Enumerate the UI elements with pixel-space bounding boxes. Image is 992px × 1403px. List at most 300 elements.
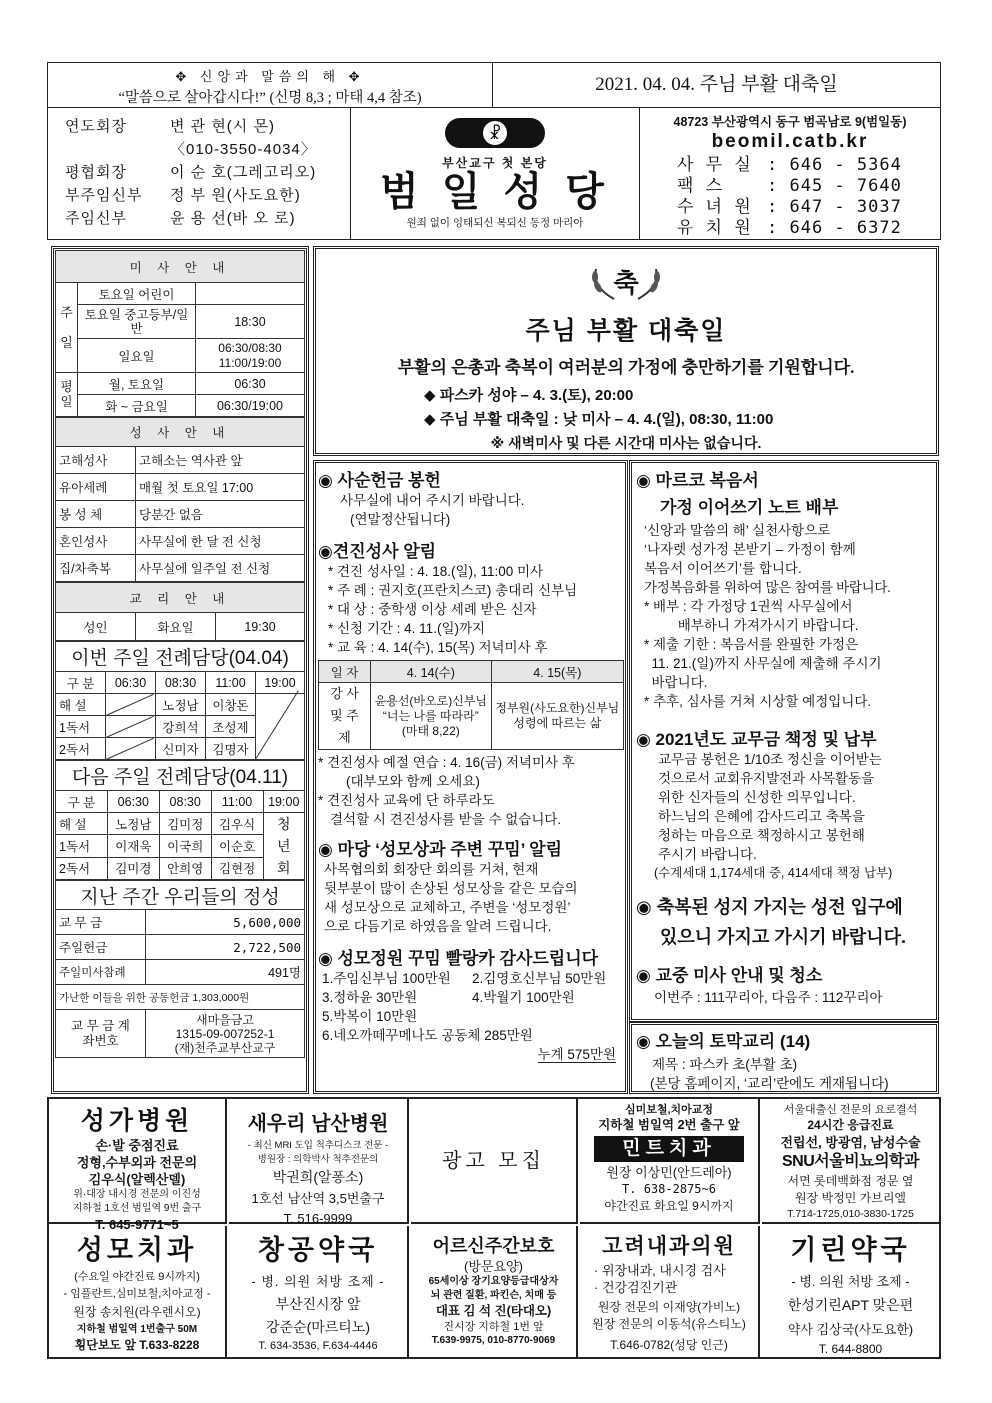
offering-account-lines-2: (재)천주교부산교구 bbox=[174, 1040, 276, 1055]
ad-girin-pharmacy bbox=[762, 1226, 939, 1357]
phone-row bbox=[677, 218, 935, 239]
sacrament-name: 봉 성 체 bbox=[56, 501, 136, 528]
ad-snu-urology bbox=[762, 1099, 939, 1224]
ads-3-lines-1: 지하철 범일역 2번 출구 앞 bbox=[598, 1118, 740, 1132]
offering-value: 491명 bbox=[146, 960, 305, 985]
chi-rho-icon bbox=[445, 118, 545, 148]
layout-cell bbox=[256, 690, 299, 758]
mass-table bbox=[55, 250, 305, 417]
sacrament-value: 사무실에 일주일 전 신청 bbox=[136, 555, 305, 582]
table-row bbox=[56, 813, 305, 835]
motto-line: “말씀으로 살아갑시다!” (신명 8,3 ; 마태 4,4 참조) bbox=[118, 90, 422, 106]
date-box bbox=[492, 62, 941, 108]
text-line: ‘신앙과 말씀의 해’ 실천사항으로 bbox=[644, 523, 831, 538]
donation-row bbox=[318, 1007, 624, 1026]
text-line: * 추후, 심사를 거쳐 시상할 예정입니다. bbox=[644, 694, 872, 709]
sacrament-title: 성 사 안 내 bbox=[56, 418, 305, 447]
layout-cell bbox=[106, 738, 156, 760]
doctrine-box-content bbox=[636, 1027, 936, 1093]
section-title: ◉ 마르코 복음서 bbox=[636, 471, 759, 490]
staff-row bbox=[65, 161, 345, 184]
layout-cell bbox=[56, 251, 305, 417]
layout-cell bbox=[56, 672, 305, 694]
sacrament-value: 매월 첫 토요일 17:00 bbox=[136, 474, 305, 501]
donation-row bbox=[318, 969, 624, 988]
ads-7-lines-1: 65세이상 장기요양등급대상자 bbox=[428, 1276, 559, 1287]
col-header: 구 분 bbox=[56, 672, 106, 694]
ads-6-phone: T. 634-3536, F.634-4446 bbox=[258, 1340, 378, 1352]
section-title: ◉ 축복된 성지 가지는 성전 입구에 bbox=[636, 897, 903, 917]
offering-name: 교 무 금 bbox=[56, 910, 146, 935]
ad-korea-internal bbox=[580, 1226, 760, 1357]
easter-line: ◆ 파스카 성야 – 4. 3.(토), 20:00 bbox=[424, 387, 634, 404]
ads-9-lines-1: 한성기린APT 맞은편 bbox=[787, 1297, 914, 1313]
layout-cell bbox=[56, 474, 305, 501]
ad-recruit bbox=[411, 1099, 578, 1224]
offering-account-lines-0: 새마을금고 bbox=[196, 1012, 254, 1027]
sacrament-table bbox=[55, 417, 305, 582]
staff-row bbox=[65, 207, 345, 230]
section-title: ◉ 사순헌금 봉헌 bbox=[318, 471, 441, 490]
layout-cell bbox=[56, 251, 305, 283]
layout-cell bbox=[56, 583, 305, 613]
youth-label: 청 년 회 bbox=[263, 813, 305, 880]
text-line: 11. 21.(일)까지 사무실에 제출해 주시기 bbox=[644, 656, 882, 671]
motto-title: ✥ 신앙과 말씀의 해 ✥ bbox=[175, 69, 365, 84]
next-week-rows-0-1: 노정남 bbox=[107, 813, 159, 835]
offering-name: 주일헌금 bbox=[56, 935, 146, 960]
staff-4-name: 윤 용 선(바 오 로) bbox=[170, 210, 296, 227]
ads-0-title: 성가병원 bbox=[80, 1107, 194, 1135]
next-week-rows-1-3: 이순호 bbox=[211, 835, 263, 857]
website-link[interactable]: beomil.catb.kr bbox=[711, 131, 869, 152]
layout-cell bbox=[55, 250, 305, 1058]
next-week-title: 다음 주일 전례담당(04.11) bbox=[56, 761, 305, 791]
staff-2-name: 이 순 호(그레고리오) bbox=[170, 164, 317, 181]
ads-0-lines-1: 정형,수부외과 전문의 bbox=[76, 1155, 198, 1170]
layout-cell bbox=[56, 418, 305, 582]
ads-9-lines-2: 약사 김상국(사도요한) bbox=[787, 1322, 914, 1337]
table-row bbox=[56, 694, 305, 716]
date-title: 2021. 04. 04. 주님 부활 대축일 bbox=[595, 74, 838, 95]
layout-cell bbox=[645, 155, 935, 239]
motto-box bbox=[47, 62, 493, 108]
next-week-rows-1-1: 이재욱 bbox=[107, 835, 159, 857]
ads-0-lines-3: 위·대장 내시경 전문의 이진성 bbox=[73, 1189, 201, 1200]
next-week-rows-0-3: 김우식 bbox=[211, 813, 263, 835]
text-line: * 견진성사 교육에 단 하루라도 bbox=[318, 793, 495, 808]
doctrine-name: 성인 bbox=[56, 613, 136, 641]
education-table bbox=[318, 660, 624, 750]
phone-row bbox=[677, 176, 935, 197]
layout-cell bbox=[106, 716, 154, 738]
text-line: (본당 홈페이지, ‘교리’란에도 게재됩니다) bbox=[650, 1076, 889, 1091]
offering-title: 지난 주간 우리들의 정성 bbox=[56, 881, 305, 910]
text-line: (대부모와 함께 오세요) bbox=[346, 774, 480, 789]
parish-block bbox=[350, 108, 640, 239]
sacrament-name: 집/차축복 bbox=[56, 555, 136, 582]
right-content bbox=[636, 466, 936, 1007]
ads-1-title: 새우리 남산병원 bbox=[247, 1113, 389, 1135]
ads-6-lines-1: 부산진시장 앞 bbox=[275, 1296, 361, 1312]
mass-time: 18:30 bbox=[196, 305, 305, 339]
mass-time: 06:30 bbox=[196, 373, 305, 395]
ads-3-lines-3: T. 638-2875~6 bbox=[622, 1182, 716, 1196]
staff-3-name: 정 부 원(사도요한) bbox=[170, 187, 301, 204]
layout-cell bbox=[319, 683, 624, 750]
layout-cell bbox=[56, 642, 305, 760]
easter-banner bbox=[313, 246, 939, 456]
offering-value: 2,722,500 bbox=[146, 935, 305, 960]
col-mid-s4-items-1-1: 4.박월기 100만원 bbox=[472, 990, 575, 1005]
layout-cell bbox=[319, 661, 624, 750]
text-line: * 주 례 : 권지호(프란치스코) 총대리 신부님 bbox=[328, 583, 578, 598]
col-header: 11:00 bbox=[211, 791, 263, 813]
text-line: 사무실에 내어 주시기 바랍니다. bbox=[340, 493, 525, 508]
this-week-rows-0-3: 이창돈 bbox=[206, 694, 256, 716]
layout-cell bbox=[56, 501, 305, 528]
ads-0-lines-2: 김우식(알렉산델) bbox=[88, 1172, 186, 1187]
parish-logo-icon bbox=[445, 118, 545, 148]
layout-cell bbox=[56, 395, 305, 417]
text-line: * 제출 기한 : 복음서를 완필한 가정은 bbox=[644, 637, 859, 652]
layout-cell bbox=[56, 528, 305, 555]
ads-9-lines-0: - 병. 의원 처방 조제 - bbox=[791, 1274, 910, 1289]
text-line: 결석할 시 견진성사를 받을 수 없습니다. bbox=[330, 812, 562, 827]
ads-0-lines-0: 손·발 중점진료 bbox=[95, 1138, 179, 1153]
text-line: 것으로서 교회유지발전과 사목활동을 bbox=[658, 771, 875, 786]
sacrament-name: 혼인성사 bbox=[56, 528, 136, 555]
staff-1-name: 〈010-3550-4034〉 bbox=[170, 141, 317, 158]
layout-cell bbox=[56, 1010, 305, 1058]
ads-4-lines-1: 24시간 응급진료 bbox=[807, 1118, 894, 1132]
layout-cell: ☧ bbox=[488, 124, 502, 143]
sunday-label: 주 일 bbox=[56, 283, 78, 373]
col-mid-edu-table-c1-1: “너는 나를 따라라” bbox=[382, 708, 479, 723]
staff-0-name: 변 관 현(시 몬) bbox=[170, 118, 275, 135]
account-label: 교 무 금 계좌번호 bbox=[56, 1010, 146, 1058]
doctrine-day: 화요일 bbox=[136, 613, 216, 641]
ads-1-lines-0: - 최신 MRI 도입 척추디스크 전문 - bbox=[247, 1140, 389, 1151]
col-header: 19:00 bbox=[263, 791, 305, 813]
text-line: 주시기 바랍니다. bbox=[658, 847, 757, 862]
col-header: 06:30 bbox=[106, 672, 156, 694]
text-line: 바랍니다. bbox=[644, 675, 708, 690]
mass-time bbox=[196, 283, 305, 305]
ad-recruit-label: 광고 모집 bbox=[442, 1150, 545, 1172]
next-week-rows-0-2: 김미정 bbox=[159, 813, 211, 835]
ads-8-lines-0: · 위장내과, 내시경 검사 bbox=[594, 1263, 726, 1278]
laurel-badge bbox=[586, 261, 666, 303]
mass-name: 토요일 어린이 bbox=[78, 283, 196, 305]
ads-1-lines-3: 1호선 남산역 3,5번출구 bbox=[251, 1191, 385, 1206]
layout-cell bbox=[56, 283, 305, 305]
section-title: ◉ 성모정원 꾸밈 빨랑카 감사드립니다 bbox=[318, 949, 599, 968]
ads-5-title: 성모치과 bbox=[76, 1235, 198, 1265]
layout-cell bbox=[256, 694, 305, 760]
this-week-rows-2-2: 신미자 bbox=[156, 738, 206, 760]
ads-3-lines-0: 심미보철,치아교정 bbox=[624, 1104, 714, 1116]
layout-cell bbox=[56, 881, 305, 910]
text-line: * 견진 성사일 : 4. 18.(일), 11:00 미사 bbox=[328, 564, 544, 579]
col-mid-s4-items-2-0: 5.박복이 10만원 bbox=[322, 1009, 418, 1024]
layout-cell bbox=[56, 935, 305, 960]
sacrament-value: 고해소는 역사관 앞 bbox=[136, 447, 305, 474]
mass-name: 월, 토요일 bbox=[78, 373, 196, 395]
text-line: (수계세대 1,174세대 중, 414세대 책정 납부) bbox=[654, 866, 893, 880]
ads-7-lines-0: (방문요양) bbox=[464, 1259, 523, 1274]
ads-8-lines-2: 원장 전문의 이재양(가비노) bbox=[597, 1300, 741, 1314]
ads-5-phone: 횡단보도 앞 T.633-8228 bbox=[74, 1338, 200, 1352]
staff-list bbox=[65, 115, 345, 230]
col-mid-edu-table-c1-2: (마태 8,22) bbox=[401, 723, 460, 738]
text-line: 복음서 이어쓰기’를 합니다. bbox=[644, 561, 802, 576]
layout-cell bbox=[56, 418, 305, 447]
ads-8-title: 고려내과의원 bbox=[602, 1235, 736, 1258]
weekday-label: 평 일 bbox=[56, 373, 78, 417]
layout-cell bbox=[106, 738, 154, 760]
layout-cell bbox=[56, 339, 305, 373]
mass-time: 06:30/08:30 11:00/19:00 bbox=[196, 339, 305, 373]
section-subtitle: 있으니 가지고 가시기 바랍니다. bbox=[660, 927, 907, 947]
ads-6-lines-2: 강준순(마르티노) bbox=[266, 1319, 370, 1335]
col-header: 일 자 bbox=[319, 661, 371, 683]
section-subtitle: 가정 이어쓰기 노트 배부 bbox=[660, 498, 839, 517]
layout-cell bbox=[56, 761, 305, 880]
text-line: 위한 신자들의 신성한 의무입니다. bbox=[658, 790, 856, 805]
mass-name: 화 ~ 금요일 bbox=[78, 395, 196, 417]
text-line: 으로 다듬기로 하였음을 알려 드립니다. bbox=[324, 919, 552, 934]
section-title: ◉ 오늘의 토막교리 (14) bbox=[636, 1032, 811, 1051]
text-line: * 교 육 : 4. 14(수), 15(목) 저녁미사 후 bbox=[328, 640, 548, 655]
col-header: 08:30 bbox=[159, 791, 211, 813]
ads-3-phone: 야간진료 화요일 9시까지 bbox=[604, 1199, 734, 1213]
contact-block bbox=[645, 112, 935, 239]
this-week-title: 이번 주일 전례담당(04.04) bbox=[56, 642, 305, 672]
ads-9-phone: T. 644-8800 bbox=[818, 1342, 883, 1356]
layout-cell bbox=[106, 694, 154, 716]
ads-6-lines-0: - 병. 의원 처방 조제 - bbox=[251, 1274, 385, 1289]
layout-cell bbox=[56, 373, 305, 395]
ads-5-lines-3: 지하철 범일역 1번출구 50M bbox=[76, 1324, 198, 1335]
next-week-rows-2-0: 2독서 bbox=[56, 857, 108, 879]
col-mid-s4-items-3-0: 6.네오까떼꾸메나도 공동체 285만원 bbox=[322, 1028, 533, 1043]
donation-total bbox=[318, 1045, 624, 1064]
col-mid-edu-table-c2-1: 성령에 따르는 삶 bbox=[513, 716, 602, 730]
next-week-rows-0-0: 해 설 bbox=[56, 813, 108, 835]
layout-cell bbox=[106, 694, 156, 716]
col-mid-s4-items-0-0: 1.주임신부님 100만원 bbox=[322, 971, 451, 986]
sacrament-value: 당분간 없음 bbox=[136, 501, 305, 528]
contact-phones-3-value: : 646 - 6372 bbox=[767, 218, 902, 238]
ads-7-phone: T.639-9975, 010-8770-9069 bbox=[431, 1335, 556, 1346]
next-week-rows-1-2: 이국희 bbox=[159, 835, 211, 857]
offering-value: 5,600,000 bbox=[146, 910, 305, 935]
text-line: 제목 : 파스카 초(부활 초) bbox=[652, 1057, 798, 1072]
contact-phones-3-label: 유 치 원 bbox=[677, 218, 752, 238]
ads-1-lines-1: 병원장 : 의학박사 척추전문의 bbox=[257, 1154, 379, 1165]
edu-cell bbox=[371, 683, 492, 750]
ad-seongga-hospital bbox=[49, 1099, 227, 1232]
ads-9-title: 기린약국 bbox=[790, 1235, 911, 1265]
ad-senior-daycare bbox=[411, 1226, 578, 1357]
layout-cell: 누계 575만원 bbox=[537, 1047, 616, 1062]
section-title: ◉견진성사 알림 bbox=[318, 542, 437, 561]
ads-5-lines-0: (수요일 야간진료 9시까지) bbox=[74, 1271, 200, 1283]
this-week-rows-1-3: 조성제 bbox=[206, 716, 256, 738]
ads-4-lines-4: 원장 박정민 가브리엘 bbox=[795, 1191, 906, 1205]
section-title: ◉ 교중 미사 안내 및 청소 bbox=[636, 966, 823, 985]
easter-note: ※ 새벽미사 및 다른 시간대 미사는 없습니다. bbox=[490, 435, 762, 451]
easter-line: ◆ 주님 부활 대축일 : 낮 미사 – 4. 4.(일), 08:30, 11:00 bbox=[424, 411, 774, 428]
edu-cell bbox=[491, 683, 623, 750]
text-line: * 대 상 : 중학생 이상 세례 받은 신자 bbox=[328, 602, 537, 617]
text-line: ‘나자렛 성가정 본받기 – 가정이 함께 bbox=[644, 542, 856, 557]
ads-3-lines-2: 원장 이상민(안드레아) bbox=[606, 1165, 732, 1180]
ads-7-lines-4: 진시장 지하철 1번 앞 bbox=[443, 1321, 544, 1333]
mass-title: 미 사 안 내 bbox=[56, 251, 305, 283]
staff-4-role: 주임신부 bbox=[65, 210, 127, 227]
offering-account-lines-1: 1315-09-007252-1 bbox=[175, 1026, 275, 1041]
col-header: 11:00 bbox=[206, 672, 256, 694]
ads-0-lines-4: 지하철 1호선 범일역 9번 출구 bbox=[72, 1203, 202, 1214]
col-mid-s4-items-1-0: 3.정하윤 30만원 bbox=[322, 990, 418, 1005]
offering-name: 주일미사참례 bbox=[56, 960, 146, 985]
this-week-rows-2-3: 김명자 bbox=[206, 738, 256, 760]
parish-sub: 부산교구 첫 본당 bbox=[442, 156, 548, 170]
next-week-rows-2-3: 김현정 bbox=[211, 857, 263, 879]
layout-cell bbox=[56, 447, 305, 474]
this-week-rows-0-2: 노정남 bbox=[156, 694, 206, 716]
ads-4-phone: T.714-1725,010-3830-1725 bbox=[787, 1208, 914, 1220]
layout-cell bbox=[56, 583, 305, 641]
ads-4-lines-0: 서울대출신 전문의 요로결석 bbox=[783, 1104, 918, 1116]
col-header: 구 분 bbox=[56, 791, 108, 813]
text-line: 가정복음화를 위하여 많은 참여를 바랍니다. bbox=[644, 580, 891, 595]
contact-phones-0-value: : 646 - 5364 bbox=[767, 155, 902, 175]
text-line: 이번주 : 111꾸리아, 다음주 : 112꾸리아 bbox=[654, 990, 883, 1005]
staff-3-role: 부주임신부 bbox=[65, 187, 143, 204]
badge-char: 축 bbox=[613, 268, 639, 298]
contact-phones-2-value: : 647 - 3037 bbox=[767, 197, 902, 217]
easter-title: 주님 부활 대축일 bbox=[525, 317, 727, 345]
staff-row bbox=[65, 115, 345, 138]
ads-4-lines-2: 전립선, 방광염, 남성수술 bbox=[780, 1135, 921, 1150]
ads-8-lines-1: · 건강검진기관 bbox=[594, 1280, 678, 1295]
text-line: * 견진성사 예절 연습 : 4. 16(금) 저녁미사 후 bbox=[318, 755, 575, 770]
next-week-rows-2-2: 안희영 bbox=[159, 857, 211, 879]
text-line: 교무금 봉헌은 1/10조 정신을 이어받는 bbox=[658, 752, 882, 767]
ads-5-lines-1: - 임플란트,심미보철,치아교정 - bbox=[63, 1288, 211, 1300]
mass-name: 토요일 중고등부/일반 bbox=[78, 305, 196, 339]
layout-cell bbox=[319, 661, 624, 683]
section-title: ◉ 2021년도 교무금 책정 및 납부 bbox=[636, 730, 877, 749]
easter-greeting: 부활의 은총과 축복이 여러분의 가정에 충만하기를 기원합니다. bbox=[397, 358, 855, 377]
address: 48723 부산광역시 동구 범곡남로 9(범일동) bbox=[673, 115, 907, 129]
contact-phones-0-label: 사 무 실 bbox=[677, 155, 752, 175]
this-week-rows-2-0: 2독서 bbox=[56, 738, 106, 760]
doctrine-time: 19:30 bbox=[216, 613, 305, 641]
layout-cell bbox=[56, 881, 305, 1058]
layout-cell bbox=[56, 985, 305, 1010]
section-title: ◉ 마당 ‘성모상과 주변 꾸밈’ 알림 bbox=[318, 840, 563, 859]
next-week-table bbox=[55, 760, 305, 880]
layout-cell bbox=[56, 791, 305, 813]
col-header: 19:00 bbox=[256, 672, 305, 694]
text-line: 청하는 마음으로 책정하시고 봉헌해 bbox=[658, 828, 865, 843]
sacrament-name: 유아세례 bbox=[56, 474, 136, 501]
phone-row bbox=[677, 155, 935, 176]
next-week-rows-1-0: 1독서 bbox=[56, 835, 108, 857]
layout-cell bbox=[56, 642, 305, 672]
ad-changgong-pharmacy bbox=[229, 1226, 409, 1357]
staff-2-role: 평협회장 bbox=[65, 164, 127, 181]
layout-cell bbox=[56, 761, 305, 791]
layout-cell bbox=[316, 384, 936, 432]
col-mid-edu-table-c2-0: 정부원(사도요한)신부님 bbox=[495, 701, 620, 715]
col-header: 4. 15(목) bbox=[491, 661, 623, 683]
sacrament-value: 사무실에 한 달 전 신청 bbox=[136, 528, 305, 555]
ads-8-lines-3: 원장 전문의 이동석(유스티노) bbox=[592, 1317, 746, 1331]
layout-cell bbox=[56, 960, 305, 985]
staff-row bbox=[65, 138, 345, 161]
text-line: * 배부 : 각 가정당 1권씩 사무실에서 bbox=[644, 599, 853, 614]
ads-7-lines-3: 대표 김 석 진(타대오) bbox=[435, 1304, 552, 1318]
ads-4-title: SNU서울비뇨의학과 bbox=[782, 1153, 919, 1170]
ad-namsan-hospital bbox=[229, 1099, 409, 1224]
text-line: 뒷부분이 많이 손상된 성모상을 같은 모습의 bbox=[324, 881, 578, 896]
layout-cell bbox=[56, 613, 305, 641]
contact-phones-1-value: : 645 - 7640 bbox=[767, 176, 902, 196]
layout-cell bbox=[56, 305, 305, 339]
col-header: 06:30 bbox=[107, 791, 159, 813]
text-line: 배부하니 가져가시기 바랍니다. bbox=[644, 618, 859, 633]
text-line: 하느님의 은혜에 감사드리고 축복을 bbox=[658, 809, 865, 824]
mass-time: 06:30/19:00 bbox=[196, 395, 305, 417]
col-header: 4. 14(수) bbox=[371, 661, 492, 683]
middle-content bbox=[318, 466, 624, 1064]
ads-8-phone: T.646-0782(성당 인근) bbox=[610, 1338, 728, 1352]
staff-row bbox=[65, 184, 345, 207]
sacrament-name: 고해성사 bbox=[56, 447, 136, 474]
ads-4-lines-3: 서면 롯데백화점 정문 옆 bbox=[787, 1174, 914, 1188]
text-line: 사목협의회 회장단 회의를 거쳐, 현재 bbox=[324, 862, 539, 877]
col-mid-edu-table-c1-0: 윤용선(바오로)신부님 bbox=[374, 693, 487, 708]
donation-row bbox=[318, 988, 624, 1007]
layout-cell bbox=[106, 716, 156, 738]
col-header: 08:30 bbox=[156, 672, 206, 694]
text-line: * 신청 기간 : 4. 11.(일)까지 bbox=[328, 621, 486, 636]
text-line: 새 성모상으로 교체하고, 주변을 ‘성모정원’ bbox=[324, 900, 571, 915]
next-week-rows-2-1: 김미경 bbox=[107, 857, 159, 879]
offering-table bbox=[55, 880, 305, 1058]
ads-7-title: 어르신주간보호 bbox=[432, 1236, 555, 1256]
this-week-table bbox=[55, 641, 305, 760]
ad-seongmo-dental bbox=[49, 1226, 227, 1357]
parish-name: 범 일 성 당 bbox=[380, 170, 610, 214]
staff-0-role: 연도회장 bbox=[65, 118, 127, 135]
ads-3-title: 민트치과 bbox=[594, 1136, 744, 1162]
ads-6-title: 창공약국 bbox=[257, 1235, 379, 1265]
edu-label: 강 사 및 주제 bbox=[319, 683, 371, 750]
phone-row bbox=[677, 197, 935, 218]
ads-1-lines-2: 박권희(알퐁소) bbox=[272, 1169, 364, 1185]
mass-name: 일요일 bbox=[78, 339, 196, 373]
account-lines bbox=[146, 1010, 305, 1058]
ads-0-phone: T. 645-9771~5 bbox=[95, 1217, 179, 1232]
contact-phones-1-label: 팩 스 bbox=[677, 176, 724, 196]
this-week-rows-0-0: 해 설 bbox=[56, 694, 106, 716]
